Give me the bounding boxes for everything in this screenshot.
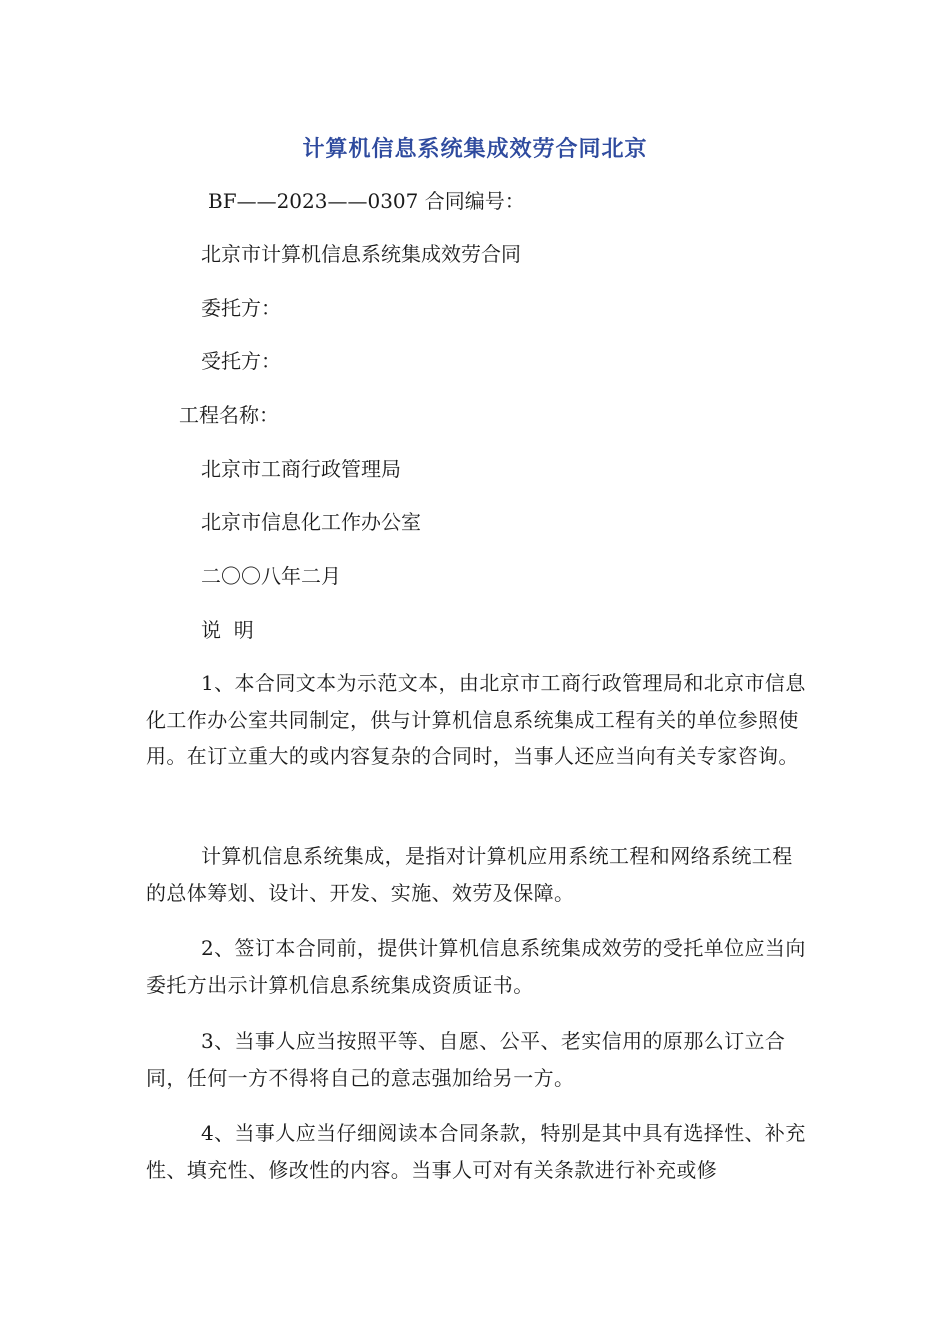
paragraph-2: 计算机信息系统集成，是指对计算机应用系统工程和网络系统工程的总体筹划、设计、开发、实施、效劳及保障。 [146,844,793,905]
document-date: 二〇〇八年二月 [201,564,341,588]
contractor-label: 受托方： [201,349,281,373]
notes-heading: 说 明 [201,618,254,642]
document-title: 计算机信息系统集成效劳合同北京 [302,137,648,162]
issuer-1: 北京市工商行政管理局 [201,457,401,481]
project-name-label: 工程名称： [179,403,279,427]
paragraph-3: 2、签订本合同前，提供计算机信息系统集成效劳的受托单位应当向委托方出示计算机信息系统集成资质证书。 [146,936,806,997]
client-label: 委托方： [201,296,281,320]
paragraph-5: 4、当事人应当仔细阅读本合同条款，特别是其中具有选择性、补充性、填充性、修改性的内容。当事人可对有关条款进行补充或修 [146,1121,806,1182]
contract-name: 北京市计算机信息系统集成效劳合同 [201,242,521,266]
issuer-2: 北京市信息化工作办公室 [201,510,421,534]
paragraph-1: 1、本合同文本为示范文本，由北京市工商行政管理局和北京市信息化工作办公室共同制定，供与计算机信息系统集成工程有关的单位参照使用。在订立重大的或内容复杂的合同时，当事人还应当向有关专家咨询。 [146,671,806,768]
paragraph-4: 3、当事人应当按照平等、自愿、公平、老实信用的原那么订立合同，任何一方不得将自己的意志强加给另一方。 [146,1029,786,1090]
contract-number-line: BF——2023——0307 合同编号： [208,189,525,213]
